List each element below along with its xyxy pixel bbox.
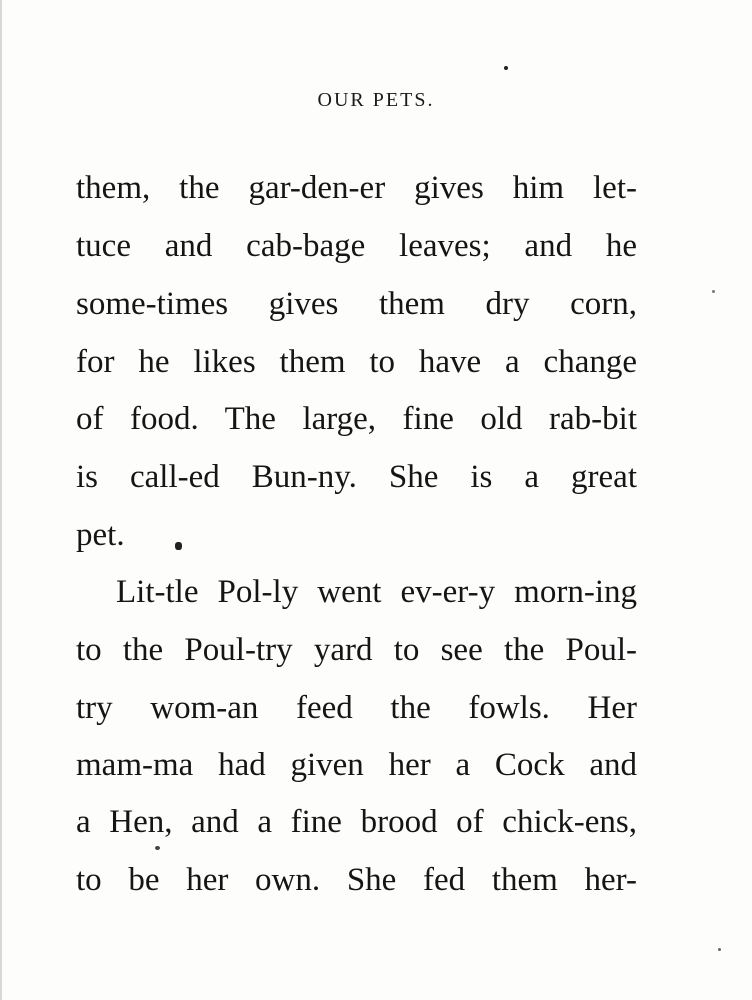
text-line: try wom-an feed the fowls. Her <box>76 690 637 726</box>
text-line: some-times gives them dry corn, <box>76 286 637 322</box>
text-line: for he likes them to have a change <box>76 344 637 380</box>
text-line: tuce and cab-bage leaves; and he <box>76 228 637 264</box>
text-line: is call-ed Bun-ny. She is a great <box>76 459 637 495</box>
text-line: to the Poul-try yard to see the Poul- <box>76 632 637 668</box>
text-line: to be her own. She fed them her- <box>76 862 637 898</box>
running-head: OUR PETS. <box>317 89 435 111</box>
page-edge <box>0 0 2 1000</box>
text-line: a Hen, and a fine brood of chick-ens, <box>76 804 637 840</box>
text-line: of food. The large, fine old rab-bit <box>76 401 637 437</box>
ink-speck <box>155 846 160 850</box>
ink-speck <box>504 66 508 70</box>
text-line: them, the gar-den-er gives him let- <box>76 170 637 206</box>
ink-speck <box>175 542 182 550</box>
text-line: pet. <box>76 517 125 553</box>
ink-speck <box>712 290 715 293</box>
text-line: mam-ma had given her a Cock and <box>76 747 637 783</box>
text-line: Lit-tle Pol-ly went ev-er-y morn-ing <box>116 574 637 610</box>
ink-speck <box>718 948 721 951</box>
